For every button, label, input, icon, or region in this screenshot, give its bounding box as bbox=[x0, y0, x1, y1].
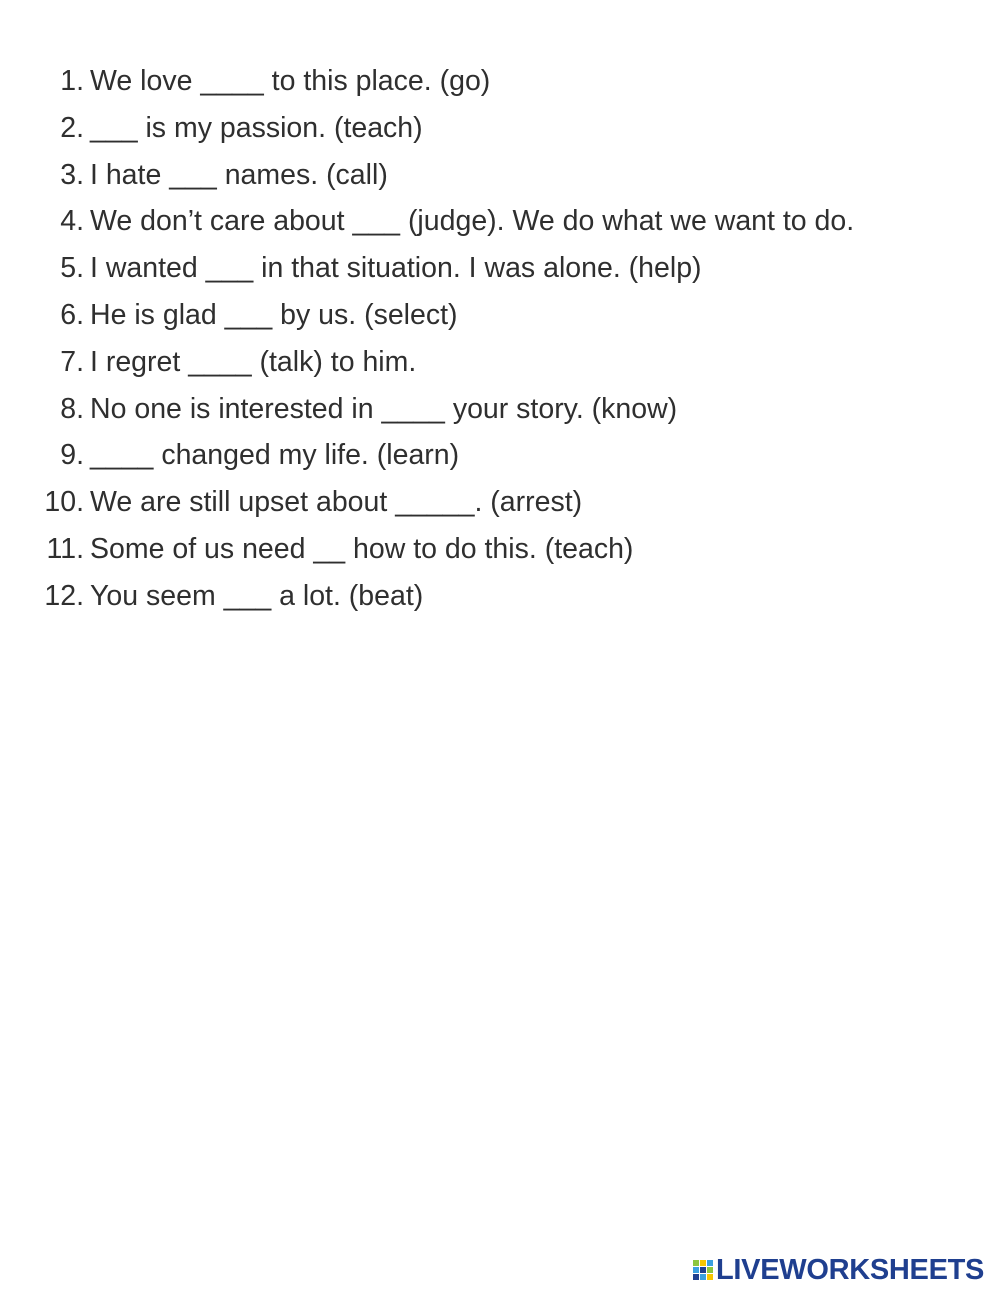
exercise-text: ___ is my passion. (teach) bbox=[90, 111, 423, 144]
liveworksheets-brand bbox=[692, 1253, 984, 1287]
exercise-item bbox=[0, 573, 1000, 620]
exercise-text: I wanted ___ in that situation. I was alone. (help) bbox=[90, 252, 702, 285]
exercise-text: We don’t care about ___ (judge). We do what we want to do. bbox=[90, 205, 855, 238]
exercise-item bbox=[0, 58, 1000, 105]
exercise-list bbox=[0, 58, 1000, 620]
exercise-text: He is glad ___ by us. (select) bbox=[90, 298, 458, 331]
exercise-text: We are still upset about _____. (arrest) bbox=[90, 486, 583, 519]
exercise-text: ____ changed my life. (learn) bbox=[90, 439, 460, 472]
exercise-text: We love ____ to this place. (go) bbox=[90, 65, 491, 97]
exercise-item bbox=[0, 479, 1000, 526]
exercise-number: 1. bbox=[60, 65, 84, 97]
liveworksheets-logo-icon bbox=[692, 1258, 714, 1282]
exercise-number: 8. bbox=[60, 392, 84, 425]
exercise-item bbox=[0, 198, 1000, 245]
exercise-number: 11. bbox=[46, 532, 84, 565]
worksheet bbox=[0, 58, 1000, 620]
exercise-number: 4. bbox=[60, 205, 84, 238]
exercise-number: 12. bbox=[44, 579, 84, 612]
exercise-item bbox=[0, 339, 1000, 386]
exercise-number: 10. bbox=[44, 486, 84, 519]
exercise-number: 2. bbox=[60, 111, 84, 144]
exercise-text: You seem ___ a lot. (beat) bbox=[90, 579, 424, 612]
exercise-item bbox=[0, 386, 1000, 433]
exercise-text: Some of us need __ how to do this. (teach) bbox=[90, 532, 634, 565]
exercise-number: 7. bbox=[60, 345, 84, 378]
exercise-number: 6. bbox=[60, 298, 84, 331]
exercise-item bbox=[0, 526, 1000, 573]
exercise-item bbox=[0, 245, 1000, 292]
exercise-text: I regret ____ (talk) to him. bbox=[90, 345, 417, 378]
exercise-number: 5. bbox=[60, 252, 84, 285]
brand-wordmark: LIVEWORKSHEETS bbox=[716, 1254, 985, 1286]
exercise-item bbox=[0, 292, 1000, 339]
exercise-number: 3. bbox=[60, 158, 84, 191]
exercise-item bbox=[0, 432, 1000, 479]
exercise-item bbox=[0, 105, 1000, 152]
exercise-item bbox=[0, 152, 1000, 199]
exercise-number: 9. bbox=[60, 439, 84, 472]
exercise-text: I hate ___ names. (call) bbox=[90, 158, 388, 191]
exercise-text: No one is interested in ____ your story. (know) bbox=[90, 392, 678, 425]
